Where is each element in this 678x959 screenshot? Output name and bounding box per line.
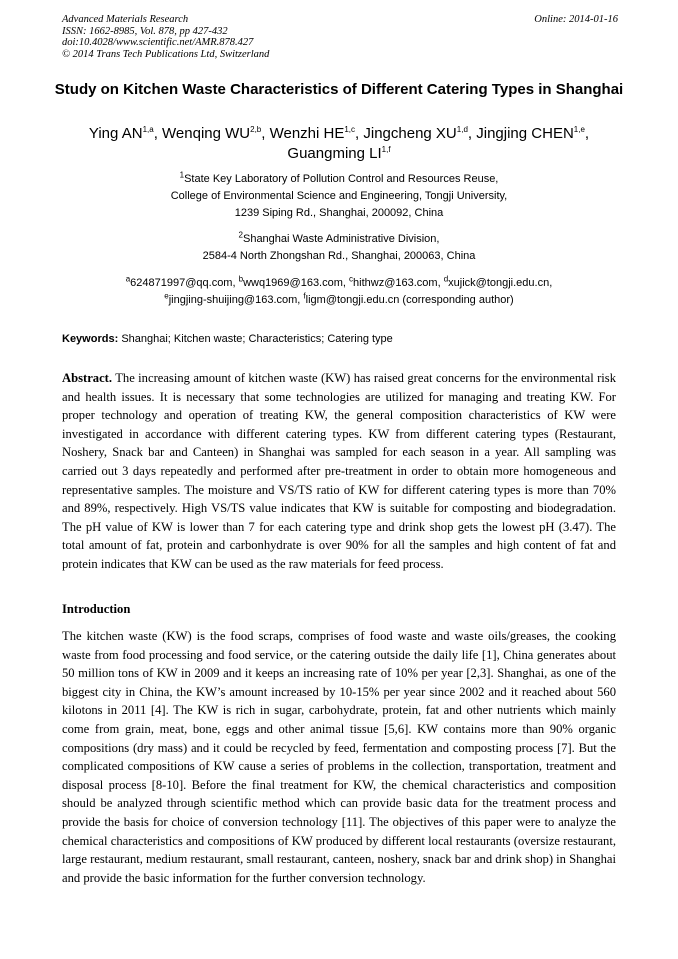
author-name: Ying AN: [88, 125, 143, 142]
section-heading-introduction: Introduction: [62, 602, 131, 616]
journal-header: [62, 14, 618, 60]
abstract-text: The increasing amount of kitchen waste (KW) has raised great concerns for the environmental risk and health issues. It is necessary that some technologies are utilized for managing and treating KW. For proper technology and operation of treating KW, the general composition characteristics of KW were investigated in accordance with different catering types. KW from different catering types (Restaurant, Noshery, Snack bar and Canteen) in Shanghai was sampled for each season in a year. All sampling was carried out 3 days repeatedly and performed after pre-treatment in order to obtain more homogeneous and representative samples. The moisture and VS/TS ratio of KW for different catering types is more than 70% and 89%, respectively. High VS/TS value indicates that KW is suitable for composting and biodegradation. The pH value of KW is lower than 7 for each catering type and drink shop gets the lowest pH (3.47). The total amount of fat, protein and carbonhydrate is over 90% for all the samples and high content of fat and protein indicates that KW can be used as the raw materials for feed process.: [62, 371, 617, 571]
author-sup: 1,f: [381, 145, 391, 154]
affiliation-line: 1239 Siping Rd., Shanghai, 200092, China: [234, 207, 444, 219]
email-sup: c: [349, 274, 354, 284]
abstract-label: Abstract.: [62, 371, 113, 385]
affiliation-sup: 2: [238, 230, 243, 240]
email-sup: e: [164, 291, 169, 301]
affiliation-1: [60, 171, 618, 222]
email-sup: b: [238, 274, 244, 284]
copyright-line: © 2014 Trans Tech Publications Ltd, Switzerland: [62, 48, 270, 60]
author-name: Jingjing CHEN: [476, 125, 574, 142]
affiliation-sup: 1: [179, 170, 185, 180]
author-list: Ying AN$^{1,a}$, Wenqing WU$^{2,b}$, Wenzhi HE$^{1,c}$, Jingcheng XU$^{1,d}$, Jingjing CHEN$^{1,e}$, Guangming LI$^{1,f}$: [88, 125, 590, 162]
affiliation-line: College of Environmental Science and Engineering, Tongji University,: [170, 190, 508, 202]
email-list: $^a$624871997@qq.com, $^b$wwq1969@163.com, $^c$hithwz@163.com, $^d$xujick@tongji.edu.cn, $^e$jingjing-shuijing@163.com, $^f$ligm@tongji.edu.cn (corresponding author): [125, 274, 553, 306]
email-address[interactable]: jingjing-shuijing@163.com: [168, 294, 298, 306]
paper-title: Study on Kitchen Waste Characteristics of Different Catering Types in Shanghai: [54, 81, 624, 98]
email-address[interactable]: hithwz@163.com: [353, 277, 438, 289]
introduction-text: The kitchen waste (KW) is the food scraps, comprises of food waste and waste oils/greases, the cooking waste from food processing and food service, or the catering outside the daily life [1], China generates about 50 million tons of KW in 2009 and it keeps an increasing rate of 10% per year [2,3]. Shanghai, as one of the biggest city in China, the KW’s amount increased by 10-15% per year since 2002 and it reached about 560 kilotons in 2011 [4]. The KW is rich in sugar, carbohydrate, protein, fat and other nutrients which mainly come from grain, meat, bone, eggs and other animal tissue [5,6]. KW contains more than 90% organic compositions (dry mass) and it could be recycled by feed, fermentation and composting process [7]. But the complicated compositions of KW cause a series of problems in the collection, transportation, treatment and disposal process [8-10]. Before the final treatment for KW, the chemical characteristics and composition should be analyzed through scientific method which can provide basic data for the treatment process and provide the basis for choice of conversion technology [11]. The objectives of this paper were to analyze the chemical characteristics and compositions of KW produced by different local restaurants (oversize restaurant, large restaurant, medium restaurant, small restaurant, canteen, noshery, snack bar and drink shop) in Shanghai and provide the basic information for the further conversion technology.: [62, 629, 616, 885]
author-name: Wenqing WU: [162, 125, 251, 142]
issn-line: ISSN: 1662-8985, Vol. 878, pp 427-432: [62, 25, 228, 37]
keywords-text: Shanghai; Kitchen waste; Characteristics; Catering type: [121, 333, 393, 345]
author-sup: 2,b: [250, 125, 262, 134]
author-sup: 1,e: [573, 125, 585, 134]
journal-name: Advanced Materials Research: [62, 14, 189, 25]
doi-line: doi:10.4028/www.scientific.net/AMR.878.427: [62, 37, 254, 48]
email-address[interactable]: ligm@tongji.edu.cn (corresponding author): [305, 294, 514, 306]
keywords: [62, 332, 618, 346]
abstract: [62, 369, 616, 574]
author-sup: 1,d: [456, 125, 468, 134]
keywords-label: Keywords:: [62, 333, 119, 345]
email-address[interactable]: xujick@tongji.edu.cn: [448, 277, 550, 289]
affiliation-line: Shanghai Waste Administrative Division,: [242, 233, 440, 245]
affiliation-line: State Key Laboratory of Pollution Control and Resources Reuse,: [184, 173, 499, 185]
author-name: Wenzhi HE: [269, 125, 345, 142]
email-sup: f: [303, 291, 306, 301]
email-sup: a: [125, 274, 131, 284]
author-sup: 1,a: [142, 125, 154, 134]
email-address[interactable]: wwq1969@163.com: [243, 277, 343, 289]
online-date: Online: 2014-01-16: [534, 14, 618, 25]
email-address[interactable]: 624871997@qq.com: [130, 277, 233, 289]
author-name: Jingcheng XU: [363, 125, 457, 142]
author-sup: 1,c: [344, 125, 356, 134]
author-name: Guangming LI: [287, 145, 382, 162]
affiliation-2: [60, 231, 618, 265]
email-sup: d: [443, 274, 449, 284]
affiliation-line: 2584-4 North Zhongshan Rd., Shanghai, 200063, China: [202, 250, 476, 262]
